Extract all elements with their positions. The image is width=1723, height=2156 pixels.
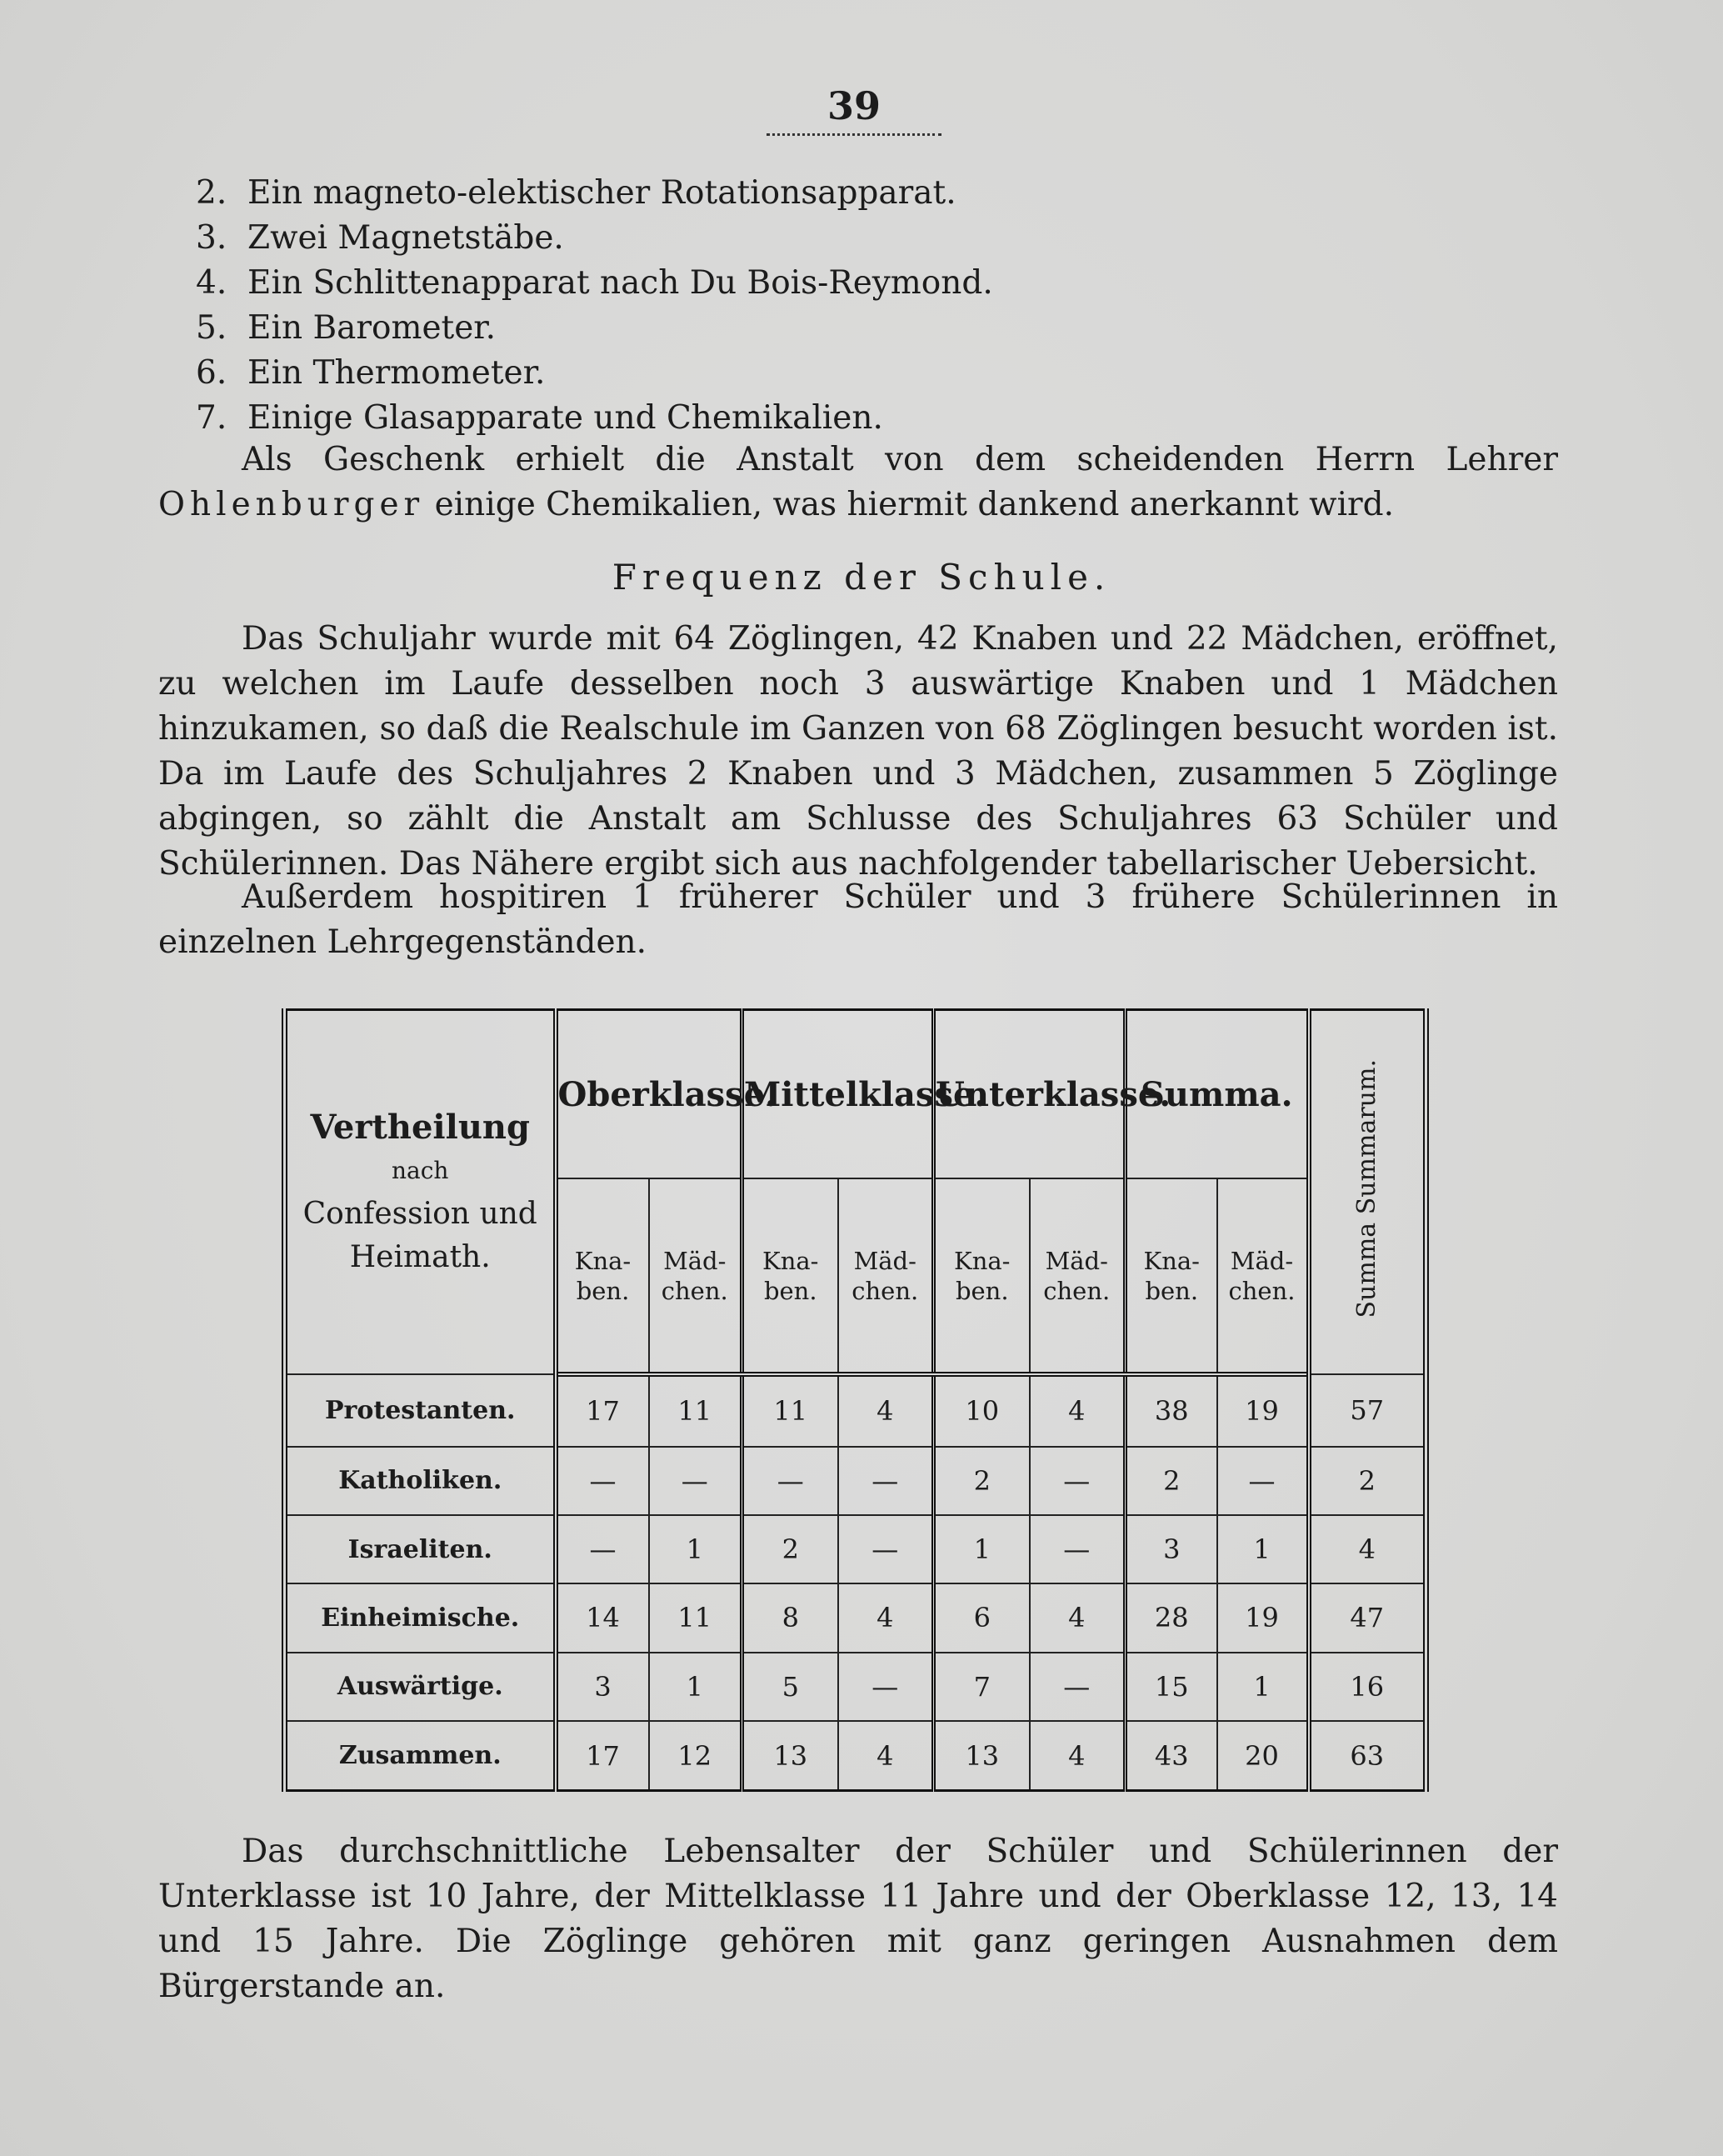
table-cell: 11: [649, 1583, 742, 1652]
page-number: 39: [767, 83, 941, 136]
table-cell: —: [556, 1447, 649, 1515]
list-item-number: 7.: [196, 399, 227, 437]
table-cell: 1: [649, 1515, 742, 1583]
frequency-text: Das Schuljahr wurde mit 64 Zöglingen, 42 Knaben und 22 Mädchen, eröffnet, zu welchen im Laufe desselben noch 3 auswärtige Knaben und 1 Mädchen hinzukamen, so daß die Realschule im Ganzen von 68 Zöglingen besucht worden ist. Da im Laufe des Schuljahres 2 Knaben und 3 Mädchen, zusammen 5 Zöglinge abgingen, so zählt die Anstalt am Schlusse des Schuljahres 63 Schüler und Schülerinnen. Das Nähere ergibt sich aus nachfolgender tabellarischer Uebersicht.: [158, 620, 1558, 883]
gift-text-before: Als Geschenk erhielt die Anstalt von dem scheidenden Herrn Lehrer: [242, 441, 1558, 478]
subheader-maedchen: Mäd- chen.: [1030, 1178, 1126, 1374]
corner-line: Heimath.: [349, 1239, 491, 1274]
table-cell: 11: [649, 1374, 742, 1446]
column-group-oberklasse: Oberklasse.: [556, 1010, 742, 1179]
row-label: Einheimische.: [285, 1583, 556, 1652]
total-cell: 4: [1309, 1515, 1426, 1583]
table-cell: 4: [1030, 1583, 1126, 1652]
list-item-text: Ein Schlittenapparat nach Du Bois-Reymond.: [247, 264, 993, 302]
table-cell: 3: [1126, 1515, 1217, 1583]
row-label: Zusammen.: [285, 1721, 556, 1790]
table-body: [285, 1374, 1426, 1790]
table-cell: 15: [1126, 1653, 1217, 1721]
summa-summarum-label: Summa Summarum.: [1351, 1059, 1381, 1318]
total-cell: 2: [1309, 1447, 1426, 1515]
row-label: Israeliten.: [285, 1515, 556, 1583]
table-cell: —: [1030, 1515, 1126, 1583]
hospitant-text: Außerdem hospitiren 1 früherer Schüler und 3 frühere Schülerinnen in einzelnen Lehrgegenständen.: [158, 878, 1558, 961]
table-row: [285, 1721, 1426, 1790]
subheader-knaben: Kna- ben.: [742, 1178, 838, 1374]
gift-text-after: einige Chemikalien, was hiermit dankend anerkannt wird.: [434, 486, 1395, 523]
table-row: [285, 1374, 1426, 1446]
table-cell: —: [838, 1447, 934, 1515]
row-label: Protestanten.: [285, 1374, 556, 1446]
column-summa-summarum: [1309, 1010, 1426, 1375]
table-cell: 4: [1030, 1374, 1126, 1446]
table-cell: 4: [838, 1721, 934, 1790]
table-cell: 19: [1217, 1583, 1309, 1652]
age-paragraph: [158, 1829, 1558, 2009]
gift-paragraph: [158, 438, 1558, 528]
list-item: [196, 396, 993, 441]
total-cell: 63: [1309, 1721, 1426, 1790]
list-item-number: 3.: [196, 219, 227, 257]
subheader-maedchen: Mäd- chen.: [838, 1178, 934, 1374]
total-cell: 47: [1309, 1583, 1426, 1652]
table-cell: 6: [934, 1583, 1030, 1652]
corner-line: Vertheilung: [310, 1107, 530, 1147]
list-item-text: Ein magneto-elektischer Rotationsapparat.: [247, 174, 956, 212]
list-item: [196, 171, 993, 216]
list-item-number: 4.: [196, 264, 227, 302]
list-item: [196, 261, 993, 306]
table-cell: 14: [556, 1583, 649, 1652]
list-item-number: 5.: [196, 309, 227, 347]
corner-line: Confession und: [302, 1196, 537, 1231]
column-group-mittelklasse: Mittelklasse.: [742, 1010, 934, 1179]
table-cell: 1: [934, 1515, 1030, 1583]
list-item: [196, 351, 993, 396]
table-cell: —: [1030, 1653, 1126, 1721]
table-row: [285, 1515, 1426, 1583]
list-item-text: Zwei Magnetstäbe.: [247, 219, 564, 257]
table-cell: —: [838, 1515, 934, 1583]
subheader-knaben: Kna- ben.: [1126, 1178, 1217, 1374]
table-cell: 17: [556, 1721, 649, 1790]
column-group-unterklasse: Unterklasse.: [934, 1010, 1126, 1179]
table-cell: 11: [742, 1374, 838, 1446]
table-cell: —: [1030, 1447, 1126, 1515]
table-cell: 43: [1126, 1721, 1217, 1790]
subheader-knaben: Kna- ben.: [934, 1178, 1030, 1374]
table-cell: 1: [1217, 1515, 1309, 1583]
list-item: [196, 216, 993, 261]
equipment-list: [196, 171, 993, 441]
table-cell: 4: [838, 1374, 934, 1446]
table-cell: 4: [1030, 1721, 1126, 1790]
table-corner-header: [285, 1010, 556, 1375]
table-cell: 13: [742, 1721, 838, 1790]
gift-donor-name: Ohlenburger: [158, 486, 425, 523]
table-cell: —: [556, 1515, 649, 1583]
subheader-maedchen: Mäd- chen.: [649, 1178, 742, 1374]
subheader-knaben: Kna- ben.: [556, 1178, 649, 1374]
table-cell: 1: [1217, 1653, 1309, 1721]
table-cell: 17: [556, 1374, 649, 1446]
row-label: Katholiken.: [285, 1447, 556, 1515]
table-cell: 2: [934, 1447, 1030, 1515]
table-row: [285, 1447, 1426, 1515]
table-cell: —: [1217, 1447, 1309, 1515]
table-cell: 20: [1217, 1721, 1309, 1790]
list-item-number: 6.: [196, 354, 227, 392]
corner-line: nach: [392, 1156, 449, 1184]
table-cell: —: [838, 1653, 934, 1721]
table-cell: 3: [556, 1653, 649, 1721]
table-cell: —: [649, 1447, 742, 1515]
table-cell: 38: [1126, 1374, 1217, 1446]
row-label: Auswärtige.: [285, 1653, 556, 1721]
table-cell: 12: [649, 1721, 742, 1790]
section-heading: Frequenz der Schule.: [612, 557, 1111, 598]
table-cell: 13: [934, 1721, 1030, 1790]
list-item: [196, 306, 993, 351]
table-cell: 8: [742, 1583, 838, 1652]
table-row: [285, 1583, 1426, 1652]
table-cell: 4: [838, 1583, 934, 1652]
list-item-text: Ein Barometer.: [247, 309, 497, 347]
list-item-text: Ein Thermometer.: [247, 354, 546, 392]
age-text: Das durchschnittliche Lebensalter der Schüler und Schülerinnen der Unterklasse ist 10 Jahre, der Mittelklasse 11 Jahre und der Oberklasse 12, 13, 14 und 15 Jahre. Die Zöglinge gehören mit ganz geringen Ausnahmen dem Bürgerstande an.: [158, 1833, 1558, 2005]
table-cell: —: [742, 1447, 838, 1515]
hospitant-paragraph: [158, 875, 1558, 965]
table-cell: 7: [934, 1653, 1030, 1721]
table-cell: 5: [742, 1653, 838, 1721]
table-cell: 2: [1126, 1447, 1217, 1515]
list-item-text: Einige Glasapparate und Chemikalien.: [247, 399, 883, 437]
table-cell: 28: [1126, 1583, 1217, 1652]
table-row: [285, 1653, 1426, 1721]
frequency-paragraph: [158, 617, 1558, 887]
table-cell: 1: [649, 1653, 742, 1721]
total-cell: 16: [1309, 1653, 1426, 1721]
table-cell: 2: [742, 1515, 838, 1583]
table-cell: 10: [934, 1374, 1030, 1446]
statistics-table: [282, 1008, 1429, 1792]
list-item-number: 2.: [196, 174, 227, 212]
total-cell: 57: [1309, 1374, 1426, 1446]
column-group-summa: Summa.: [1126, 1010, 1309, 1179]
subheader-maedchen: Mäd- chen.: [1217, 1178, 1309, 1374]
table-cell: 19: [1217, 1374, 1309, 1446]
